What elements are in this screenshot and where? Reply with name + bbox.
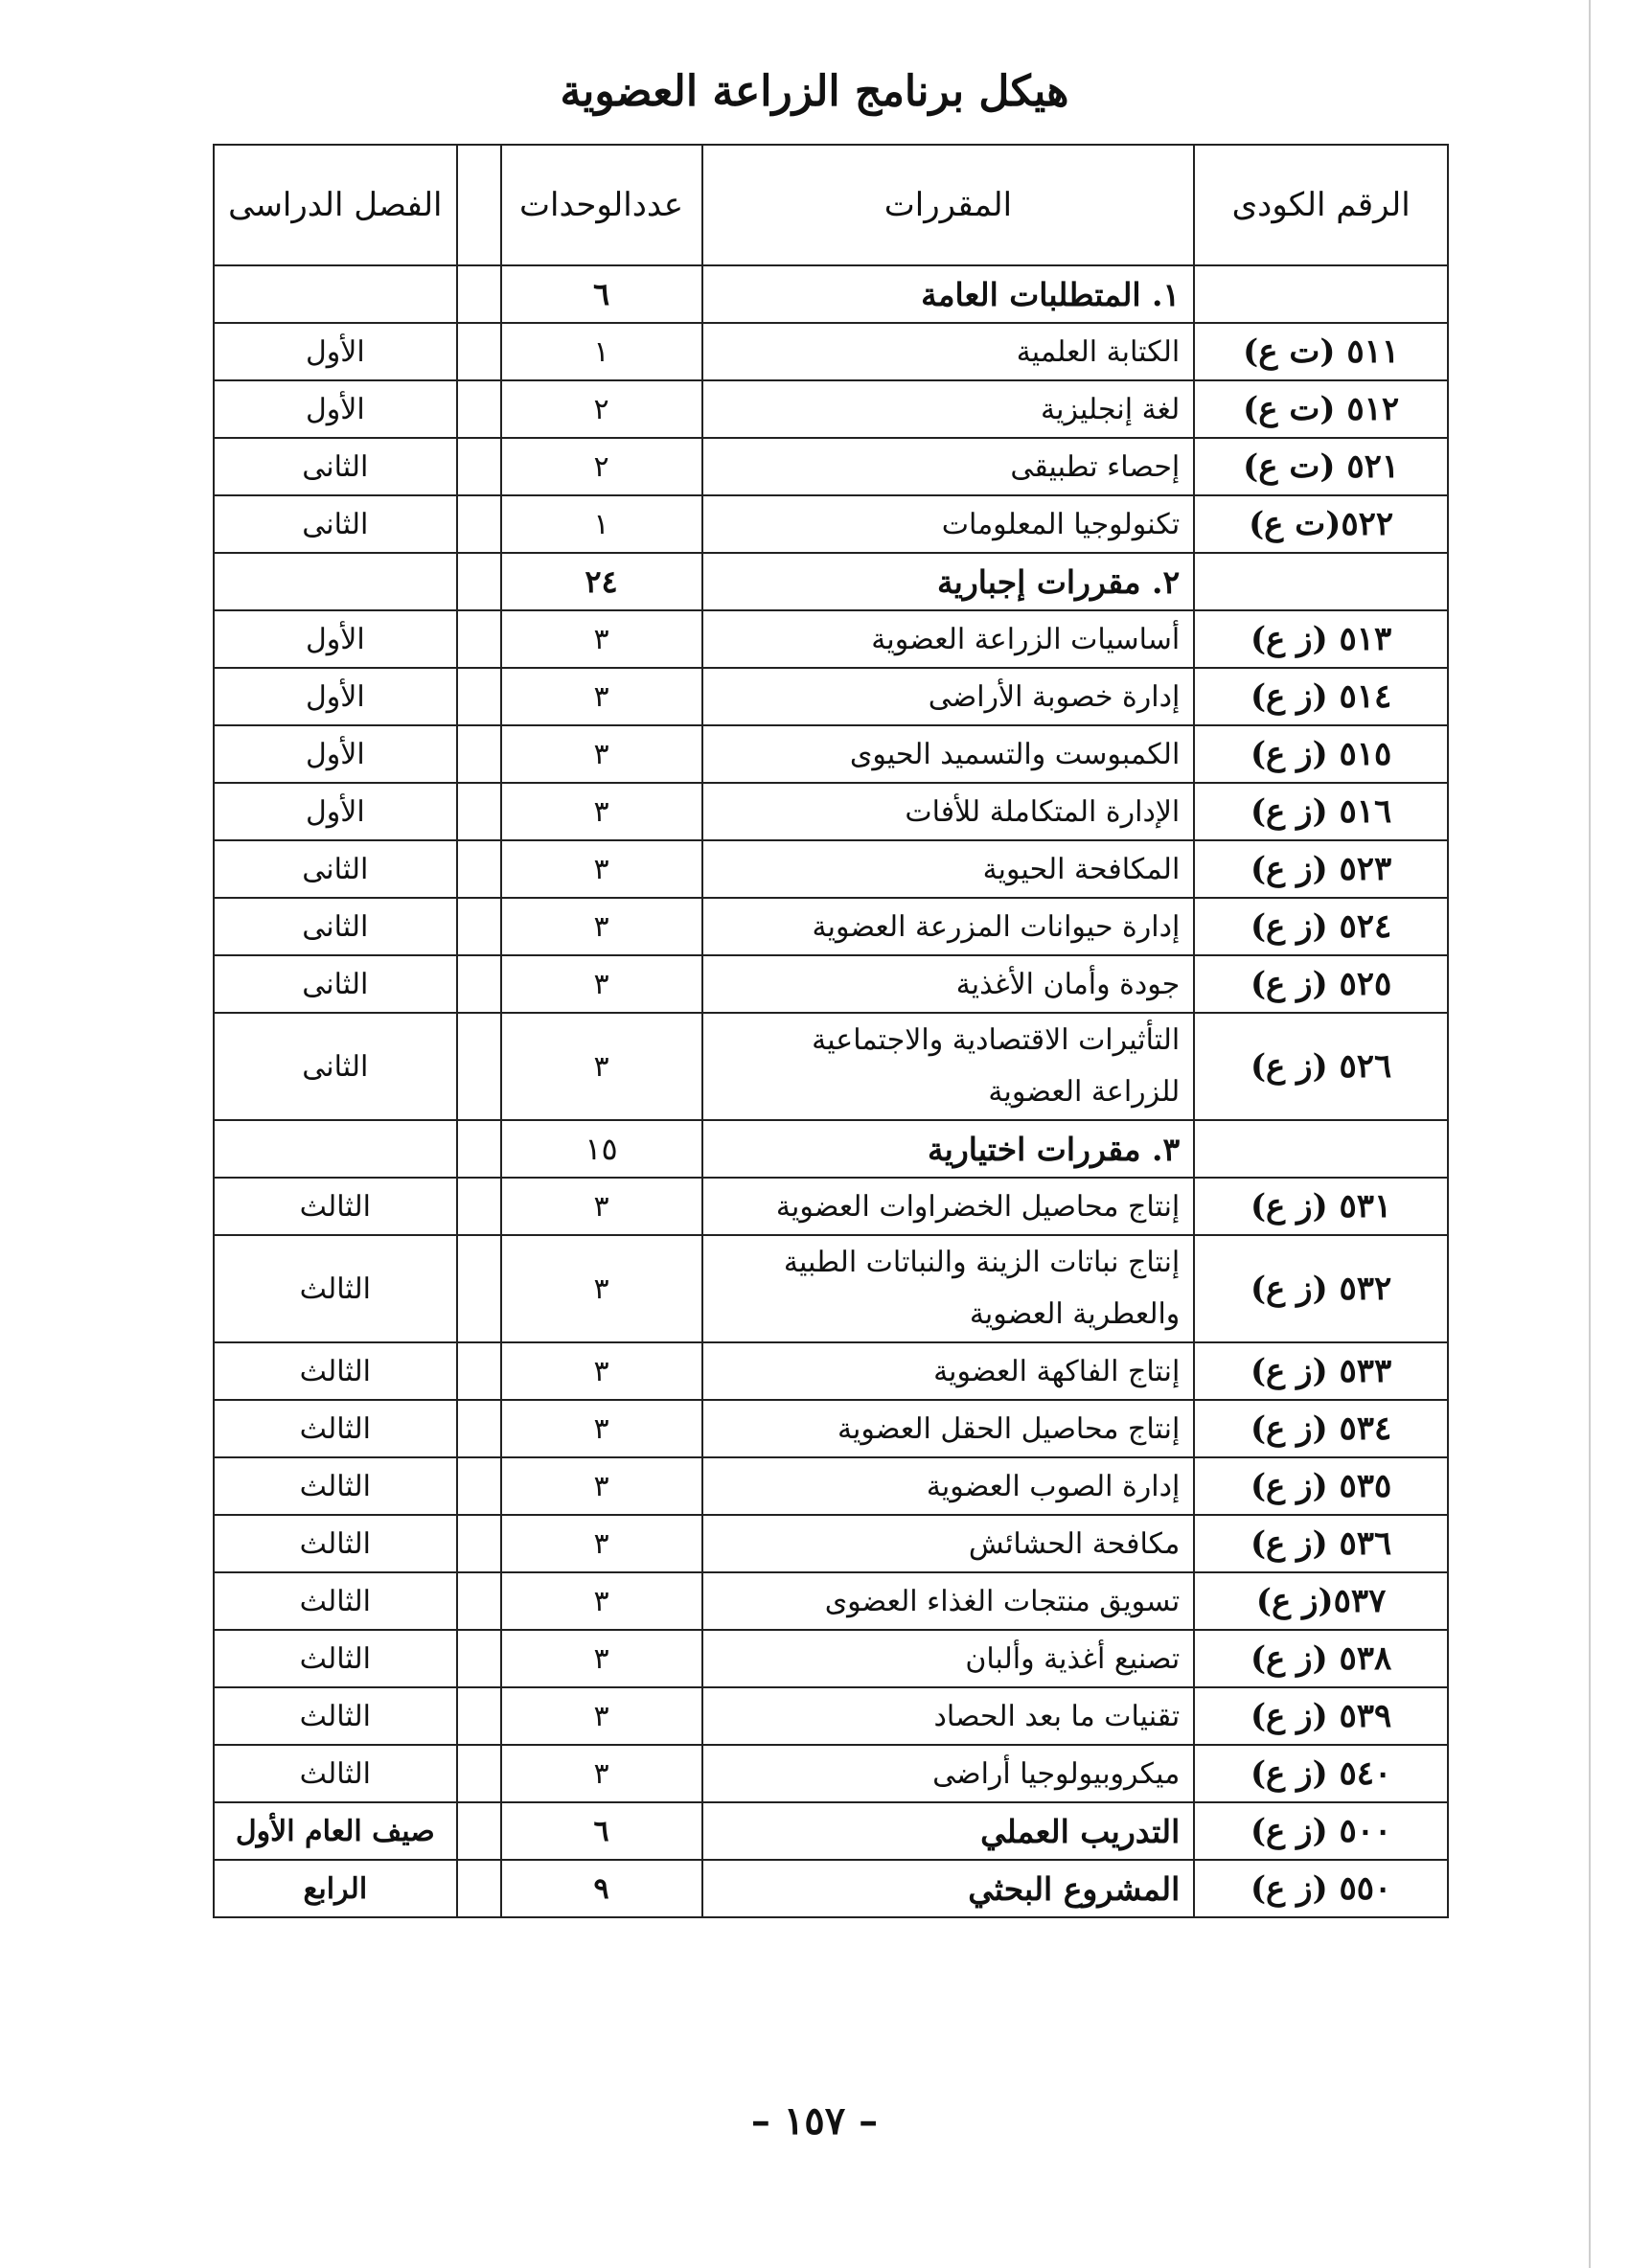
course-name: تسويق منتجات الغذاء العضوى [702,1572,1195,1630]
course-code: ٥٢٦ (ز ع) [1194,1013,1448,1120]
course-name: تقنيات ما بعد الحصاد [702,1687,1195,1745]
course-name: ميكروبيولوجيا أراضى [702,1745,1195,1802]
section-row-mandatory [214,553,1448,610]
course-code: ٥٠٠ (ز ع) [1194,1802,1448,1860]
table-row-training [214,1802,1448,1860]
table-row [214,610,1448,668]
table-row [214,323,1448,380]
course-name: إنتاج محاصيل الحقل العضوية [702,1400,1195,1457]
course-semester: الثالث [214,1745,457,1802]
course-code: ٥٣١ (ز ع) [1194,1178,1448,1235]
table-row [214,1013,1448,1120]
course-code: ٥٢٥ (ز ع) [1194,955,1448,1013]
course-semester: الأول [214,610,457,668]
section-title: ٢. مقررات إجبارية [702,553,1195,610]
course-semester: الثالث [214,1572,457,1630]
course-name: مكافحة الحشائش [702,1515,1195,1572]
course-units: ٣ [501,1745,702,1802]
course-code: ٥٢٤ (ز ع) [1194,898,1448,955]
table-row [214,1572,1448,1630]
section-row-general [214,265,1448,323]
course-code: ٥٣٤ (ز ع) [1194,1400,1448,1457]
course-semester: الثانى [214,495,457,553]
course-units: ٣ [501,1457,702,1515]
course-code: ٥٣٧(ز ع) [1194,1572,1448,1630]
header-course: المقررات [702,145,1195,265]
course-name: تصنيع أغذية وألبان [702,1630,1195,1687]
course-code: ٥٢١ (ت ع) [1194,438,1448,495]
table-row [214,1342,1448,1400]
section-title: ٣. مقررات اختيارية [702,1120,1195,1178]
course-semester: الثالث [214,1515,457,1572]
course-code: ٥٤٠ (ز ع) [1194,1745,1448,1802]
course-name: التأثيرات الاقتصادية والاجتماعية للزراعة العضوية [702,1013,1195,1120]
course-semester: الثالث [214,1400,457,1457]
course-name: الإدارة المتكاملة للأفات [702,783,1195,840]
course-name: المكافحة الحيوية [702,840,1195,898]
course-units: ٢ [501,438,702,495]
course-semester: الثالث [214,1342,457,1400]
page-number: – ١٥٧ – [750,2098,879,2143]
course-units: ١ [501,495,702,553]
course-semester: الثانى [214,840,457,898]
table-row [214,1745,1448,1802]
course-code: ٥١٣ (ز ع) [1194,610,1448,668]
course-units: ٣ [501,955,702,1013]
course-units: ٣ [501,1235,702,1342]
table-row [214,898,1448,955]
course-semester: الثالث [214,1630,457,1687]
course-semester: الثالث [214,1178,457,1235]
program-structure-table [213,144,1449,1918]
course-code: ٥٣٣ (ز ع) [1194,1342,1448,1400]
table-row [214,495,1448,553]
course-semester: الثانى [214,955,457,1013]
course-units: ٣ [501,898,702,955]
course-code: ٥٣٩ (ز ع) [1194,1687,1448,1745]
course-units: ٩ [501,1860,702,1917]
course-name: إحصاء تطبيقى [702,438,1195,495]
course-name: الكتابة العلمية [702,323,1195,380]
course-semester: صيف العام الأول [214,1802,457,1860]
table-row [214,1630,1448,1687]
course-name: إدارة حيوانات المزرعة العضوية [702,898,1195,955]
course-code: ٥٣٦ (ز ع) [1194,1515,1448,1572]
course-semester: الأول [214,783,457,840]
course-units: ٣ [501,1013,702,1120]
course-units: ٦ [501,1802,702,1860]
course-units: ٣ [501,725,702,783]
course-code: ٥١١ (ت ع) [1194,323,1448,380]
header-units: عددالوحدات [501,145,702,265]
section-row-elective [214,1120,1448,1178]
section-units: ٦ [501,265,702,323]
course-name: إنتاج الفاكهة العضوية [702,1342,1195,1400]
table-row [214,955,1448,1013]
course-semester: الثالث [214,1235,457,1342]
course-units: ٢ [501,380,702,438]
course-name: التدريب العملي [702,1802,1195,1860]
course-name: المشروع البحثي [702,1860,1195,1917]
course-code: ٥٢٢(ت ع) [1194,495,1448,553]
course-name: جودة وأمان الأغذية [702,955,1195,1013]
header-spacer [457,145,501,265]
course-units: ٣ [501,1630,702,1687]
course-units: ٣ [501,1687,702,1745]
page-title: هيكل برنامج الزراعة العضوية [560,67,1069,116]
course-semester: الثالث [214,1687,457,1745]
table-row [214,1178,1448,1235]
course-units: ٣ [501,1572,702,1630]
course-code: ٥١٤ (ز ع) [1194,668,1448,725]
course-code: ٥٣٢ (ز ع) [1194,1235,1448,1342]
course-name: تكنولوجيا المعلومات [702,495,1195,553]
table-row [214,1515,1448,1572]
course-code: ٥١٥ (ز ع) [1194,725,1448,783]
course-units: ٣ [501,783,702,840]
header-semester: الفصل الدراسى [214,145,457,265]
table-row [214,783,1448,840]
course-semester: الأول [214,380,457,438]
course-semester: الثانى [214,898,457,955]
course-name: إنتاج نباتات الزينة والنباتات الطبية والعطرية العضوية [702,1235,1195,1342]
section-title: ١. المتطلبات العامة [702,265,1195,323]
table-row [214,840,1448,898]
course-semester: الأول [214,725,457,783]
section-units: ٢٤ [501,553,702,610]
course-units: ٣ [501,1178,702,1235]
course-code: ٥٥٠ (ز ع) [1194,1860,1448,1917]
course-code: ٥٣٥ (ز ع) [1194,1457,1448,1515]
table-row-research-project [214,1860,1448,1917]
course-units: ٣ [501,1342,702,1400]
table-row [214,1400,1448,1457]
course-name: أساسيات الزراعة العضوية [702,610,1195,668]
table-row [214,1235,1448,1342]
course-semester: الثانى [214,1013,457,1120]
course-semester: الأول [214,668,457,725]
header-code: الرقم الكودى [1194,145,1448,265]
course-semester: الأول [214,323,457,380]
course-name: الكمبوست والتسميد الحيوى [702,725,1195,783]
course-name: إدارة الصوب العضوية [702,1457,1195,1515]
course-units: ١ [501,323,702,380]
course-units: ٣ [501,1515,702,1572]
course-name: إدارة خصوبة الأراضى [702,668,1195,725]
section-units: ١٥ [501,1120,702,1178]
course-code: ٥١٦ (ز ع) [1194,783,1448,840]
course-semester: الرابع [214,1860,457,1917]
table-row [214,380,1448,438]
table-row [214,668,1448,725]
course-units: ٣ [501,840,702,898]
course-name: إنتاج محاصيل الخضراوات العضوية [702,1178,1195,1235]
table-header-row [214,145,1448,265]
course-code: ٥١٢ (ت ع) [1194,380,1448,438]
course-semester: الثالث [214,1457,457,1515]
course-semester: الثانى [214,438,457,495]
table-row [214,1687,1448,1745]
table-row [214,1457,1448,1515]
course-name: لغة إنجليزية [702,380,1195,438]
course-units: ٣ [501,1400,702,1457]
course-code: ٥٢٣ (ز ع) [1194,840,1448,898]
course-units: ٣ [501,610,702,668]
table-row [214,438,1448,495]
course-code: ٥٣٨ (ز ع) [1194,1630,1448,1687]
table-row [214,725,1448,783]
scan-edge-line [1589,0,1591,2268]
course-units: ٣ [501,668,702,725]
